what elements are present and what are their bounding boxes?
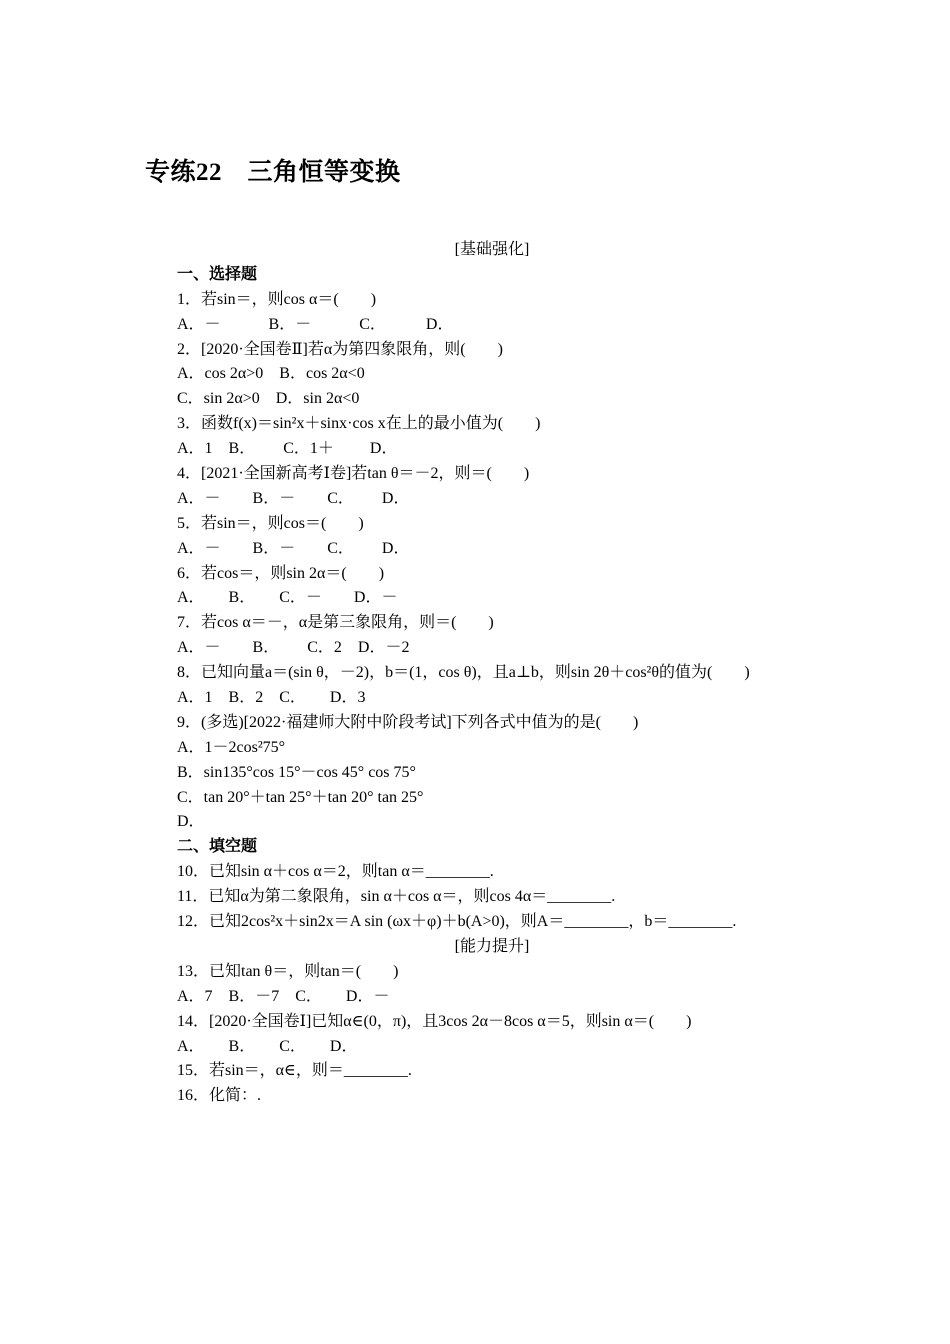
q9-option-b: B．sin135°cos 15°－cos 45° cos 75° [177,763,416,781]
q13: 13．已知tan θ＝，则tan＝( ) [177,962,399,980]
q1-options: A．－ B．－ C． D． [177,315,454,333]
q11: 11．已知α为第二象限角，sin α＋cos α＝，则cos 4α＝________. [177,888,616,906]
section-basic: [基础强化] [454,241,530,258]
q8-options: A．1 B．2 C． D．3 [177,689,366,707]
q10: 10．已知sin α＋cos α＝2，则tan α＝________. [177,863,494,881]
q3: 3．函数f(x)＝sin²x＋sinx·cos x在上的最小值为( ) [177,415,541,433]
q4-options: A．－ B．－ C． D． [177,489,410,507]
q5: 5．若sin＝，则cos＝( ) [177,514,364,532]
q6: 6．若cos＝，则sin 2α＝( ) [177,564,385,582]
q2-options-ab: A．cos 2α>0 B．cos 2α<0 [177,365,365,383]
q9-option-a: A．1－2cos²75° [177,738,286,756]
q9: 9．(多选)[2022·福建师大附中阶段考试]下列各式中值为的是( ) [177,713,639,731]
q9-option-c: C．tan 20°＋tan 25°＋tan 20° tan 25° [177,788,424,806]
q13-options: A．7 B．－7 C． D．－ [177,987,390,1005]
q8: 8．已知向量a＝(sin θ，－2)，b＝(1，cos θ)，且a⊥b，则sin 2θ＋cos²θ的值为( ) [177,664,750,682]
q9-option-d: D． [177,813,205,831]
q14-options: A． B． C． D． [177,1037,358,1055]
q5-options: A．－ B．－ C． D． [177,539,410,557]
section-choice: 一、选择题 [177,265,258,283]
q14: 14．[2020·全国卷Ⅰ]已知α∈(0，π)，且3cos 2α－8cos α＝5，则sin α＝( ) [177,1012,692,1030]
exercise-list [177,238,877,1109]
page-title: 专练22 三角恒等变换 [145,159,401,186]
q2: 2．[2020·全国卷Ⅱ]若α为第四象限角，则( ) [177,340,503,358]
section-advanced: [能力提升] [454,937,530,955]
q2-options-cd: C．sin 2α>0 D．sin 2α<0 [177,390,360,408]
q7: 7．若cos α＝－，α是第三象限角，则＝( ) [177,614,494,632]
q4: 4．[2021·全国新高考Ⅰ卷]若tan θ＝－2，则＝( ) [177,465,530,483]
q16: 16．化简：. [177,1087,262,1105]
q15: 15．若sin＝，α∈，则＝________. [177,1062,412,1080]
q6-options: A． B． C．－ D．－ [177,589,398,607]
section-fill: 二、填空题 [177,838,258,856]
q7-options: A．－ B． C．2 D．－2 [177,639,410,657]
q3-options: A．1 B． C．1＋ D． [177,440,398,458]
q1: 1．若sin＝，则cos α＝( ) [177,290,377,308]
q12: 12．已知2cos²x＋sin2x＝A sin (ωx＋φ)＋b(A>0)，则A＝________，b＝________. [177,913,737,931]
